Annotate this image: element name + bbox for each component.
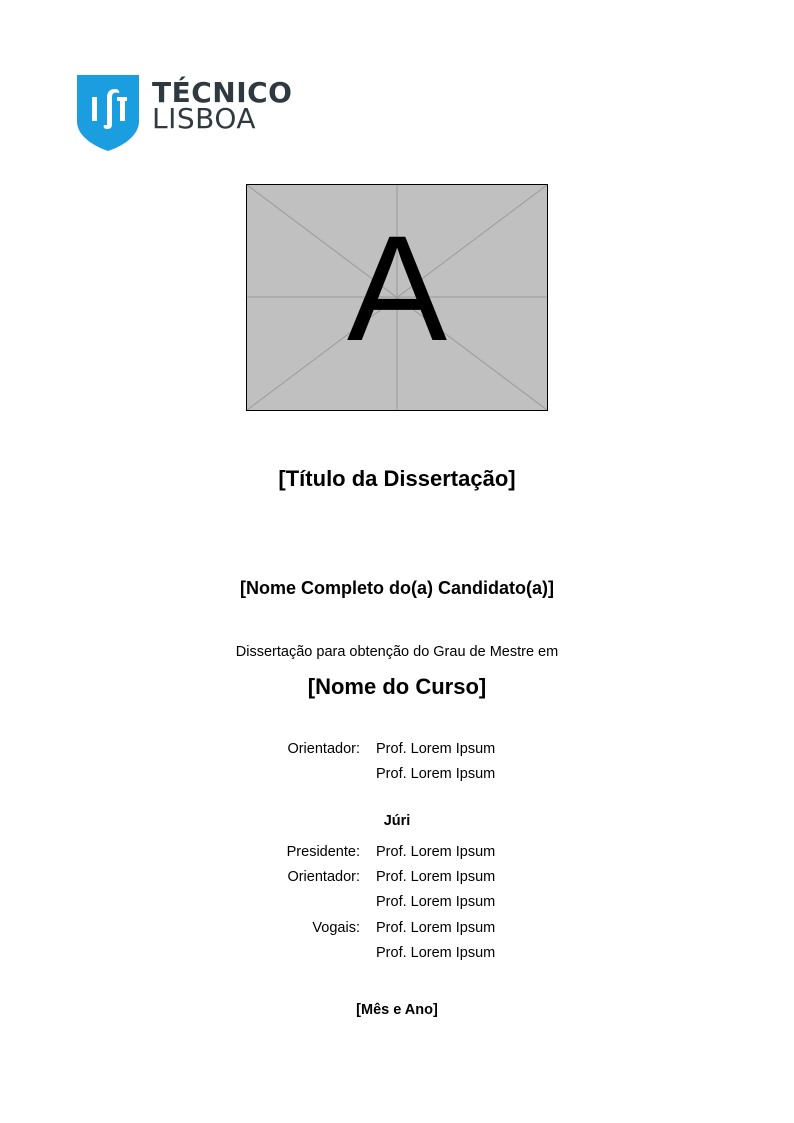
degree-line: Dissertação para obtenção do Grau de Mestre em (235, 644, 559, 660)
jury-heading: Júri (383, 813, 411, 829)
jury-row (0, 920, 794, 940)
candidate-name: [Nome Completo do(a) Candidato(a)] (240, 578, 554, 598)
jury-row (0, 869, 794, 889)
supervisor-row (0, 766, 794, 786)
tecnico-lisboa-logo (77, 75, 293, 155)
jury-member-name: Prof. Lorem Ipsum (376, 844, 496, 860)
jury-member-name: Prof. Lorem Ipsum (376, 894, 496, 910)
thesis-title: [Título da Dissertação] (278, 466, 516, 491)
supervisor-label: Orientador: (287, 741, 360, 757)
jury-member-name: Prof. Lorem Ipsum (376, 945, 496, 961)
jury-row (0, 894, 794, 914)
jury-role-label: Vogais: (312, 920, 360, 936)
ist-shield-icon (77, 75, 139, 151)
jury-member-name: Prof. Lorem Ipsum (376, 920, 496, 936)
placeholder-letter: A (346, 204, 448, 372)
jury-row (0, 945, 794, 965)
logo-lisboa-text: LISBOA (152, 102, 257, 135)
month-year: [Mês e Ano] (356, 1002, 438, 1018)
jury-member-name: Prof. Lorem Ipsum (376, 869, 496, 885)
supervisor-name: Prof. Lorem Ipsum (376, 766, 496, 782)
course-name: [Nome do Curso] (307, 674, 487, 699)
jury-role-label: Presidente: (286, 844, 360, 860)
logo-tecnico-text: TÉCNICO (152, 76, 293, 109)
jury-row (0, 844, 794, 864)
jury-role-label: Orientador: (287, 869, 360, 885)
supervisor-name: Prof. Lorem Ipsum (376, 741, 496, 757)
figure-placeholder (246, 184, 548, 411)
supervisor-row (0, 741, 794, 761)
